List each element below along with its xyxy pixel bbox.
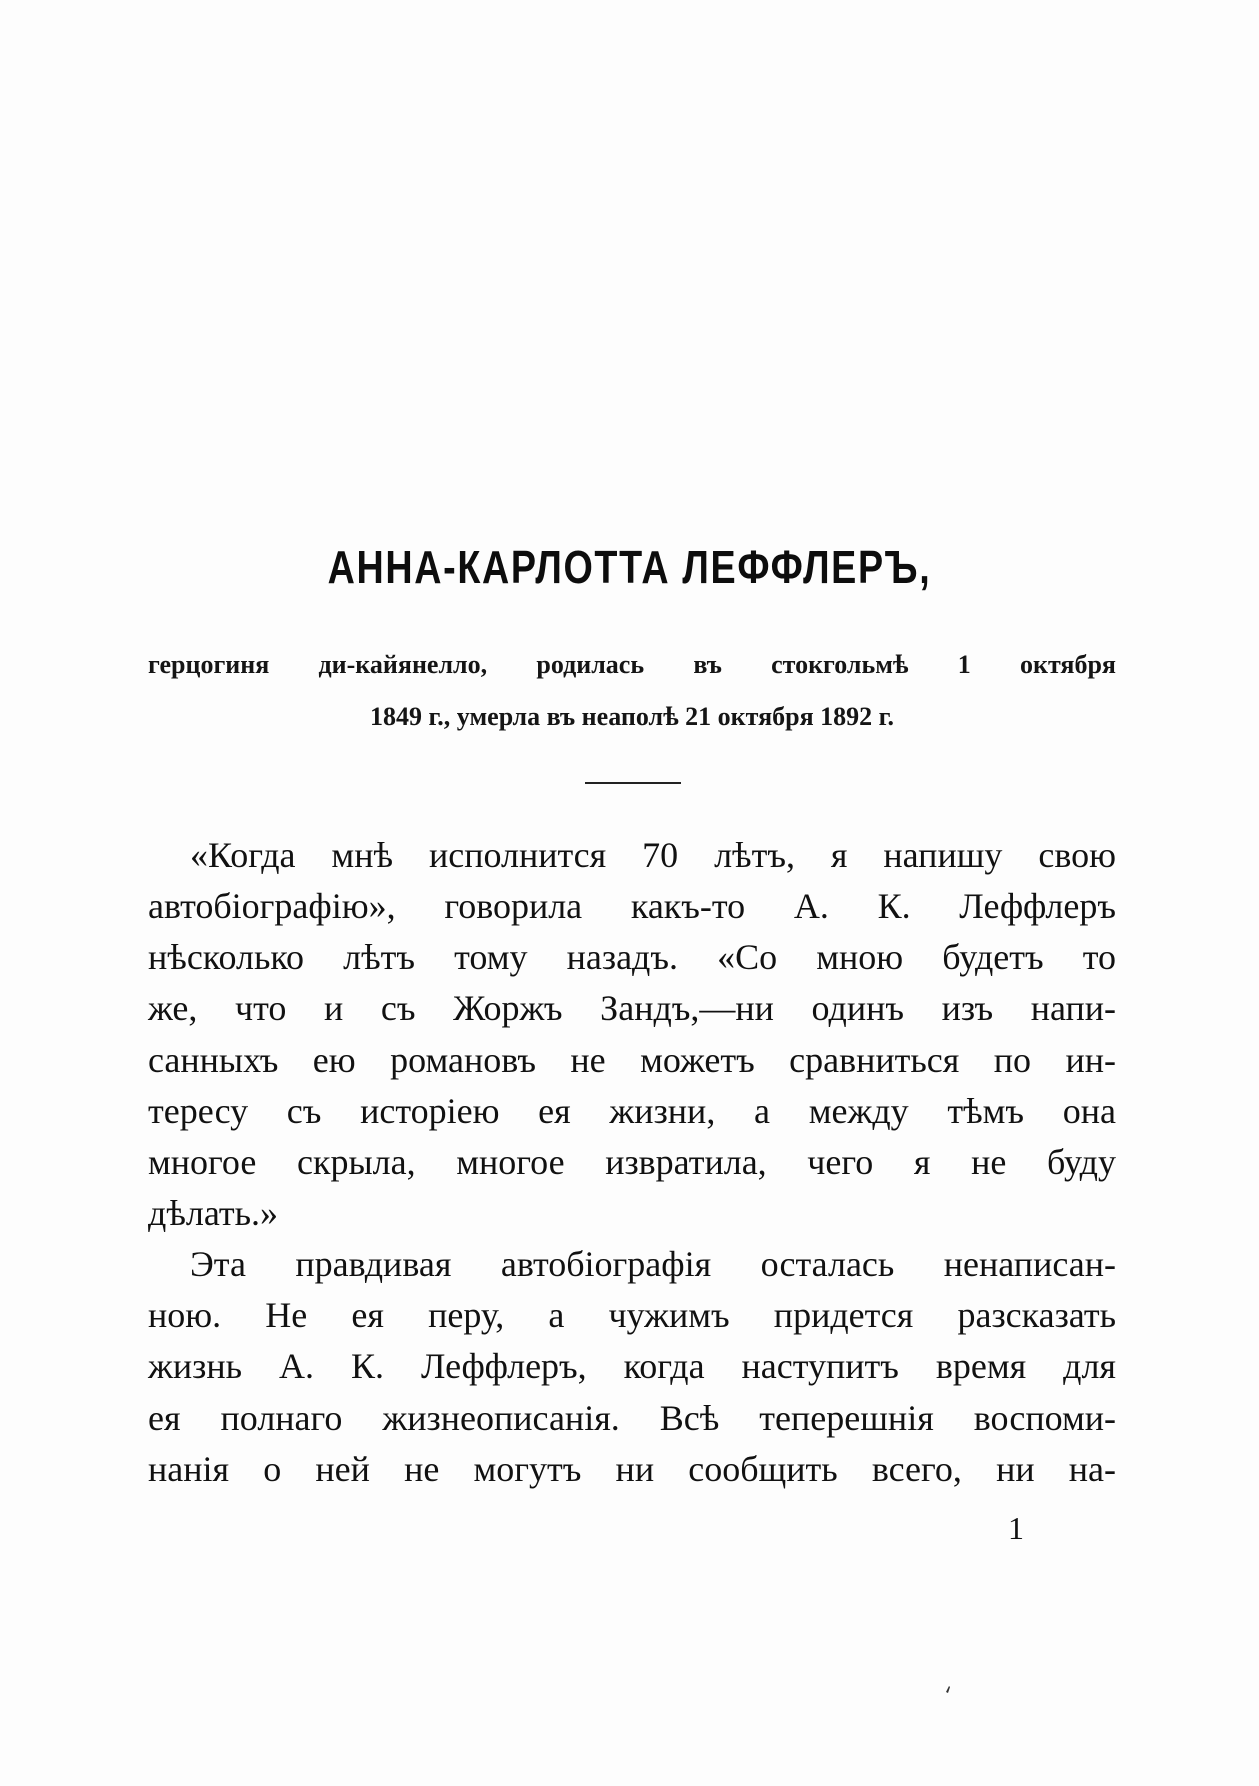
paragraph-line: санныхъ ею романовъ не можетъ сравниться по ин-	[148, 1040, 1116, 1080]
paragraph-line: же, что и съ Жоржъ Зандъ,—ни одинъ изъ напи-	[148, 988, 1116, 1028]
paragraph-line: тересу съ исторіею ея жизни, а между тѣмъ она	[148, 1091, 1116, 1131]
chapter-title: АННА-КАРЛОТТА ЛЕФФЛЕРЪ,	[327, 541, 932, 593]
subtitle-line-2: 1849 г., умерла въ неаполѣ 21 октября 1892 г.	[369, 702, 895, 731]
subtitle-line-1: герцогиня ди-кайянелло, родилась въ стокгольмѣ 1 октября	[148, 650, 1116, 679]
paragraph-line: ною. Не ея перу, а чужимъ придется разсказать	[148, 1295, 1116, 1335]
signature-number: 1	[1008, 1510, 1024, 1546]
paragraph-line: нанія о ней не могутъ ни сообщить всего, ни на-	[148, 1449, 1116, 1489]
paragraph-line: ея полнаго жизнеописанія. Всѣ теперешнія воспоми-	[148, 1398, 1116, 1438]
paragraph-line: многое скрыла, многое извратила, чего я не буду	[148, 1142, 1116, 1182]
paragraph-line: нѣсколько лѣтъ тому назадъ. «Со мною будетъ то	[148, 937, 1116, 977]
ink-mark	[944, 1684, 954, 1694]
paragraph-line: жизнь А. К. Леффлеръ, когда наступитъ время для	[148, 1346, 1116, 1386]
paragraph-line: дѣлать.»	[148, 1193, 279, 1233]
paragraph-line: «Когда мнѣ исполнится 70 лѣтъ, я напишу свою	[190, 835, 1116, 875]
section-divider	[585, 782, 681, 784]
paragraph-line: Эта правдивая автобіографія осталась ненаписан-	[190, 1244, 1116, 1284]
paragraph-line: автобіографію», говорила какъ-то А. К. Леффлеръ	[148, 886, 1116, 926]
